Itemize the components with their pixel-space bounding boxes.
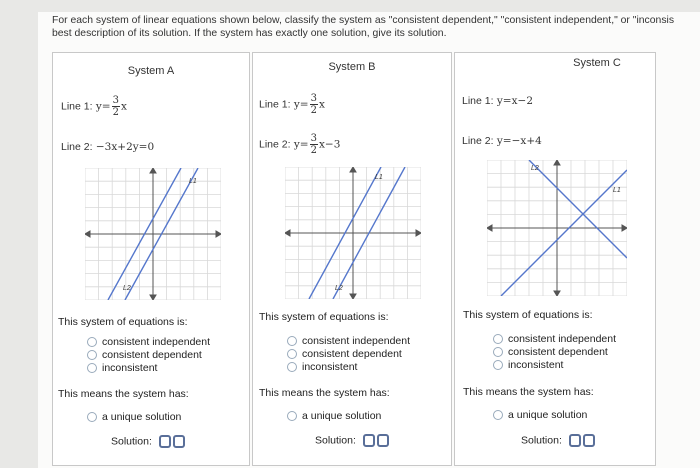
system-b-graph xyxy=(285,167,421,299)
system-c-line2-equation: Line 2: y=−x+4 xyxy=(462,135,542,147)
fraction: $\frac{3}{2}$ xyxy=(310,93,317,116)
instructions-line-2: best description of its solution. If the system has exactly one solution, give its solution. xyxy=(52,28,447,39)
radio-button[interactable] xyxy=(87,337,97,347)
system-b-line2-equation: Line 2: y= $\frac{3}{2}$ x−3 xyxy=(259,133,341,156)
system-b-solution: Solution: xyxy=(315,434,391,447)
line-l2 xyxy=(529,160,627,258)
graph-label-l1: L1 xyxy=(375,174,383,181)
system-a-line2-equation: Line 2: −3x+2y=0 xyxy=(61,141,155,153)
system-a-option-inconsistent[interactable]: inconsistent xyxy=(87,362,157,374)
axes xyxy=(487,160,627,296)
solution-y-box[interactable] xyxy=(583,434,595,447)
radio-button[interactable] xyxy=(493,410,503,420)
system-c-option-consistent-independent[interactable]: consistent independent xyxy=(493,333,616,345)
system-c-title: System C xyxy=(573,57,621,69)
system-a-graph xyxy=(85,168,221,300)
radio-button[interactable] xyxy=(287,362,297,372)
radio-button[interactable] xyxy=(493,347,503,357)
axes xyxy=(85,168,221,300)
system-b-option-inconsistent[interactable]: inconsistent xyxy=(287,361,357,373)
graph-label-l2: L2 xyxy=(531,165,539,172)
system-b-title: System B xyxy=(328,61,376,73)
system-c-classify-prompt: This system of equations is: xyxy=(463,309,593,321)
system-a-option-consistent-independent[interactable]: consistent independent xyxy=(87,336,210,348)
solution-entry-buttons xyxy=(569,434,597,447)
instructions-line-1: For each system of linear equations shown below, classify the system as "consistent dependent," "consistent independent," or "inconsis xyxy=(52,15,675,26)
radio-button[interactable] xyxy=(87,363,97,373)
system-b-means-prompt: This means the system has: xyxy=(259,387,390,399)
system-a-means-prompt: This means the system has: xyxy=(58,388,189,400)
graph-label-l2: L2 xyxy=(335,285,343,292)
system-c-option-unique-solution[interactable]: a unique solution xyxy=(493,409,587,421)
system-b-classify-prompt: This system of equations is: xyxy=(259,311,389,323)
solution-entry-buttons xyxy=(159,435,187,448)
line-l1 xyxy=(501,170,627,296)
system-a-panel xyxy=(52,52,250,466)
radio-button[interactable] xyxy=(493,334,503,344)
system-a-classify-prompt: This system of equations is: xyxy=(58,316,188,328)
instructions xyxy=(52,14,698,40)
system-a-title: System A xyxy=(127,65,175,77)
system-c-panel xyxy=(454,52,656,466)
system-c-solution: Solution: xyxy=(521,434,597,447)
system-a-option-unique-solution[interactable]: a unique solution xyxy=(87,411,181,423)
solution-x-box[interactable] xyxy=(159,435,171,448)
system-b-option-unique-solution[interactable]: a unique solution xyxy=(287,410,381,422)
system-c-means-prompt: This means the system has: xyxy=(463,386,594,398)
radio-button[interactable] xyxy=(287,336,297,346)
graph-label-l1: L1 xyxy=(189,178,197,185)
solution-x-box[interactable] xyxy=(363,434,375,447)
graph-label-l2: L2 xyxy=(123,285,131,292)
system-c-line1-equation: Line 1: y=x−2 xyxy=(462,95,534,107)
system-c-option-consistent-dependent[interactable]: consistent dependent xyxy=(493,346,608,358)
radio-button[interactable] xyxy=(87,412,97,422)
system-c-graph xyxy=(487,160,627,296)
radio-button[interactable] xyxy=(287,411,297,421)
solution-entry-buttons xyxy=(363,434,391,447)
system-a-option-consistent-dependent[interactable]: consistent dependent xyxy=(87,349,202,361)
graph-label-l1: L1 xyxy=(613,187,621,194)
system-c-option-inconsistent[interactable]: inconsistent xyxy=(493,359,563,371)
system-b-option-consistent-independent[interactable]: consistent independent xyxy=(287,335,410,347)
solution-y-box[interactable] xyxy=(173,435,185,448)
radio-button[interactable] xyxy=(287,349,297,359)
fraction: $\frac{3}{2}$ xyxy=(112,95,119,118)
solution-x-box[interactable] xyxy=(569,434,581,447)
system-b-option-consistent-dependent[interactable]: consistent dependent xyxy=(287,348,402,360)
system-a-solution: Solution: xyxy=(111,435,187,448)
axes xyxy=(285,167,421,299)
system-a-line1-equation: Line 1: y= $\frac{3}{2}$ x xyxy=(61,95,127,118)
system-b-line1-equation: Line 1: y= $\frac{3}{2}$ x xyxy=(259,93,325,116)
radio-button[interactable] xyxy=(87,350,97,360)
radio-button[interactable] xyxy=(493,360,503,370)
solution-y-box[interactable] xyxy=(377,434,389,447)
fraction: $\frac{3}{2}$ xyxy=(310,133,317,156)
system-b-panel xyxy=(252,52,452,466)
